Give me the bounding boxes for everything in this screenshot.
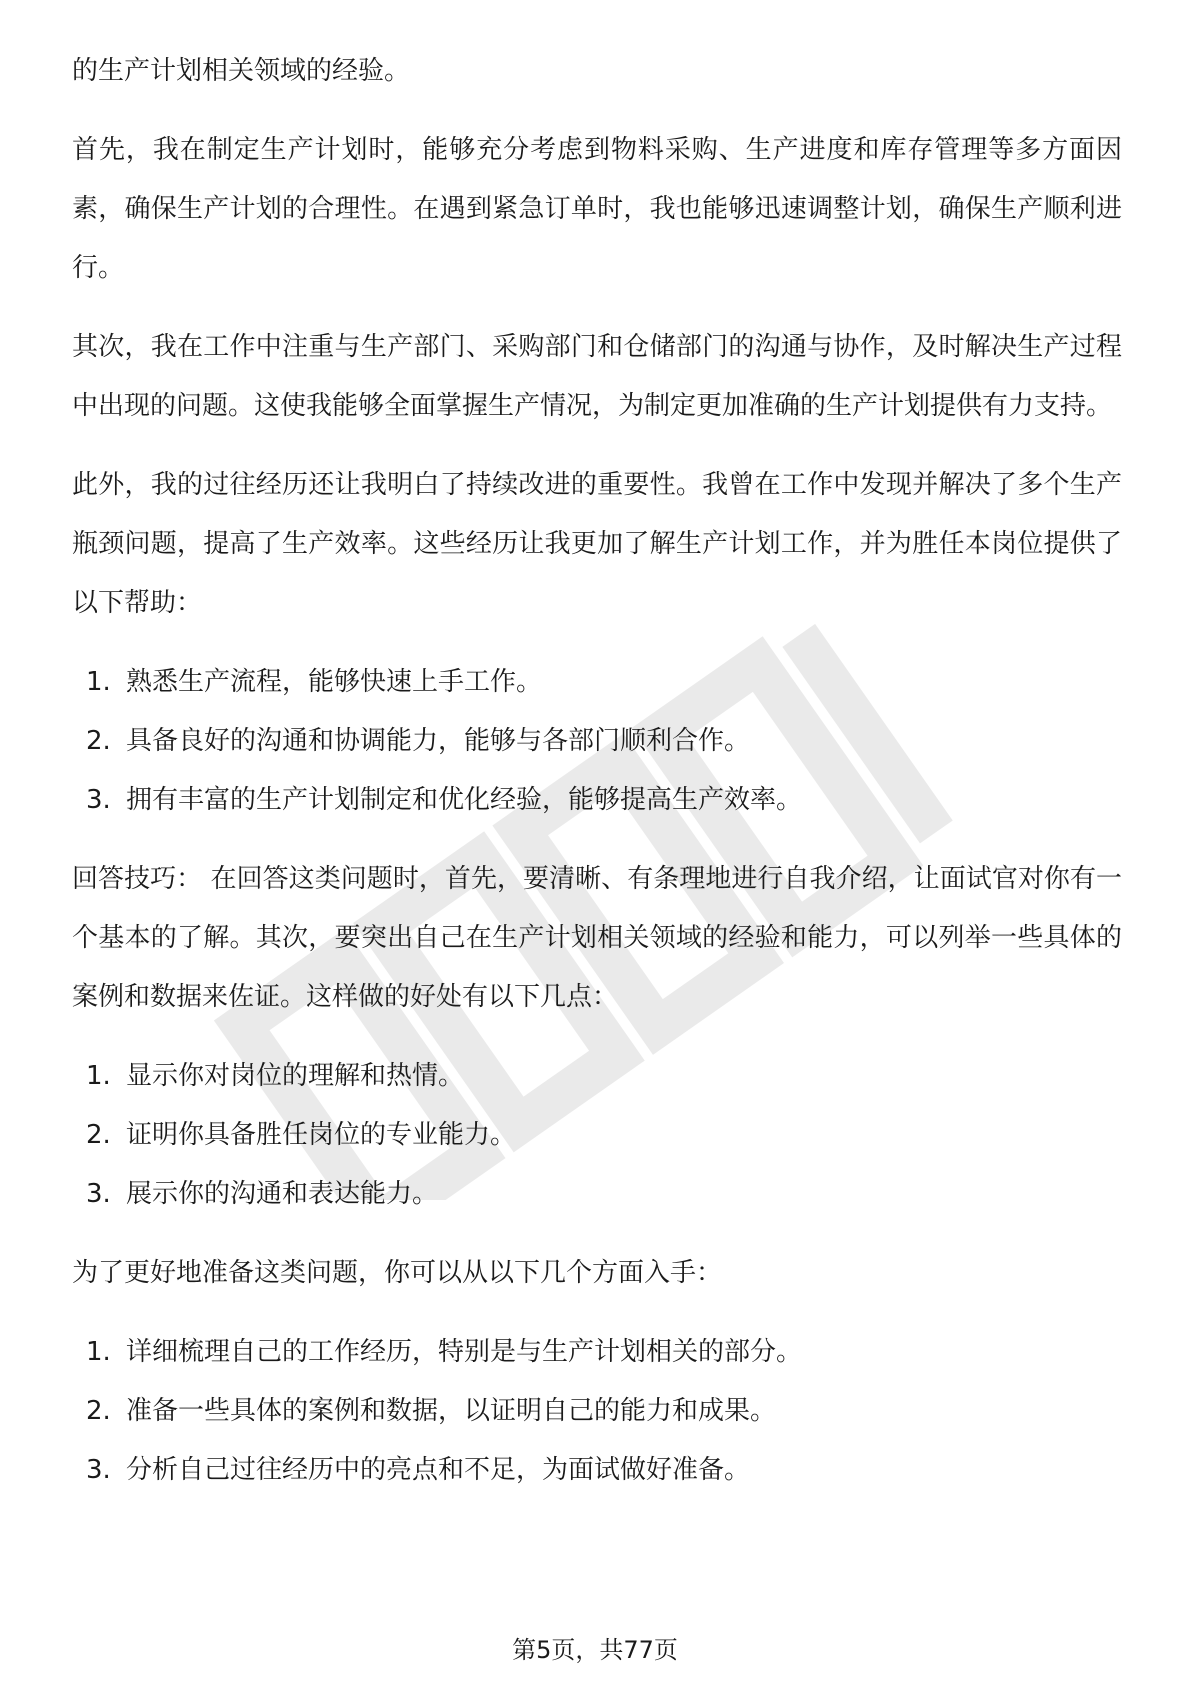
list-number: 3. [86,1179,111,1209]
list-text: 具备良好的沟通和协调能力，能够与各部门顺利合作。 [126,726,751,756]
benefits-list [72,1047,1122,1224]
list-number: 2. [86,1120,111,1150]
list-item [72,1382,1122,1441]
list-text: 展示你的沟通和表达能力。 [126,1179,439,1209]
list-number: 2. [86,1396,111,1426]
list-item [72,1165,1122,1224]
list-text: 熟悉生产流程，能够快速上手工作。 [126,667,543,697]
list-item [72,771,1122,830]
list-number: 1. [86,1061,111,1091]
paragraph-second: 其次，我在工作中注重与生产部门、采购部门和仓储部门的沟通与协作，及时解决生产过程中出现的问题。这使我能够全面掌握生产情况，为制定更加准确的生产计划提供有力支持。 [72,332,1122,421]
list-item [72,1323,1122,1382]
list-number: 2. [86,726,111,756]
paragraph-prepare: 为了更好地准备这类问题，你可以从以下几个方面入手： [72,1258,723,1288]
list-text: 详细梳理自己的工作经历，特别是与生产计划相关的部分。 [126,1337,803,1367]
list-number: 3. [86,1455,111,1485]
paragraph-first: 首先，我在制定生产计划时，能够充分考虑到物料采购、生产进度和库存管理等多方面因素，确保生产计划的合理性。在遇到紧急订单时，我也能够迅速调整计划，确保生产顺利进行。 [72,135,1122,283]
page-number: 第5页，共77页 [512,1636,678,1664]
list-number: 1. [86,667,111,697]
list-item [72,1441,1122,1500]
prepare-list [72,1323,1122,1500]
list-text: 显示你对岗位的理解和热情。 [126,1061,465,1091]
list-text: 证明你具备胜任岗位的专业能力。 [126,1120,517,1150]
list-text: 拥有丰富的生产计划制定和优化经验，能够提高生产效率。 [126,785,803,815]
list-item [72,712,1122,771]
list-item [72,1106,1122,1165]
list-number: 3. [86,785,111,815]
list-item [72,1047,1122,1106]
document-page [72,42,1122,1520]
list-text: 分析自己过往经历中的亮点和不足，为面试做好准备。 [126,1455,751,1485]
paragraph-answer-tips: 回答技巧： 在回答这类问题时，首先，要清晰、有条理地进行自我介绍，让面试官对你有一个基本的了解。其次，要突出自己在生产计划相关领域的经验和能力，可以列举一些具体的案例和数据来佐证。这样做的好处有以下几点： [72,864,1122,1012]
paragraph-third: 此外，我的过往经历还让我明白了持续改进的重要性。我曾在工作中发现并解决了多个生产瓶颈问题，提高了生产效率。这些经历让我更加了解生产计划工作，并为胜任本岗位提供了以下帮助： [72,470,1122,618]
list-item [72,653,1122,712]
list-text: 准备一些具体的案例和数据，以证明自己的能力和成果。 [126,1396,777,1426]
paragraph-intro: 的生产计划相关领域的经验。 [72,56,411,86]
help-list [72,653,1122,830]
list-number: 1. [86,1337,111,1367]
